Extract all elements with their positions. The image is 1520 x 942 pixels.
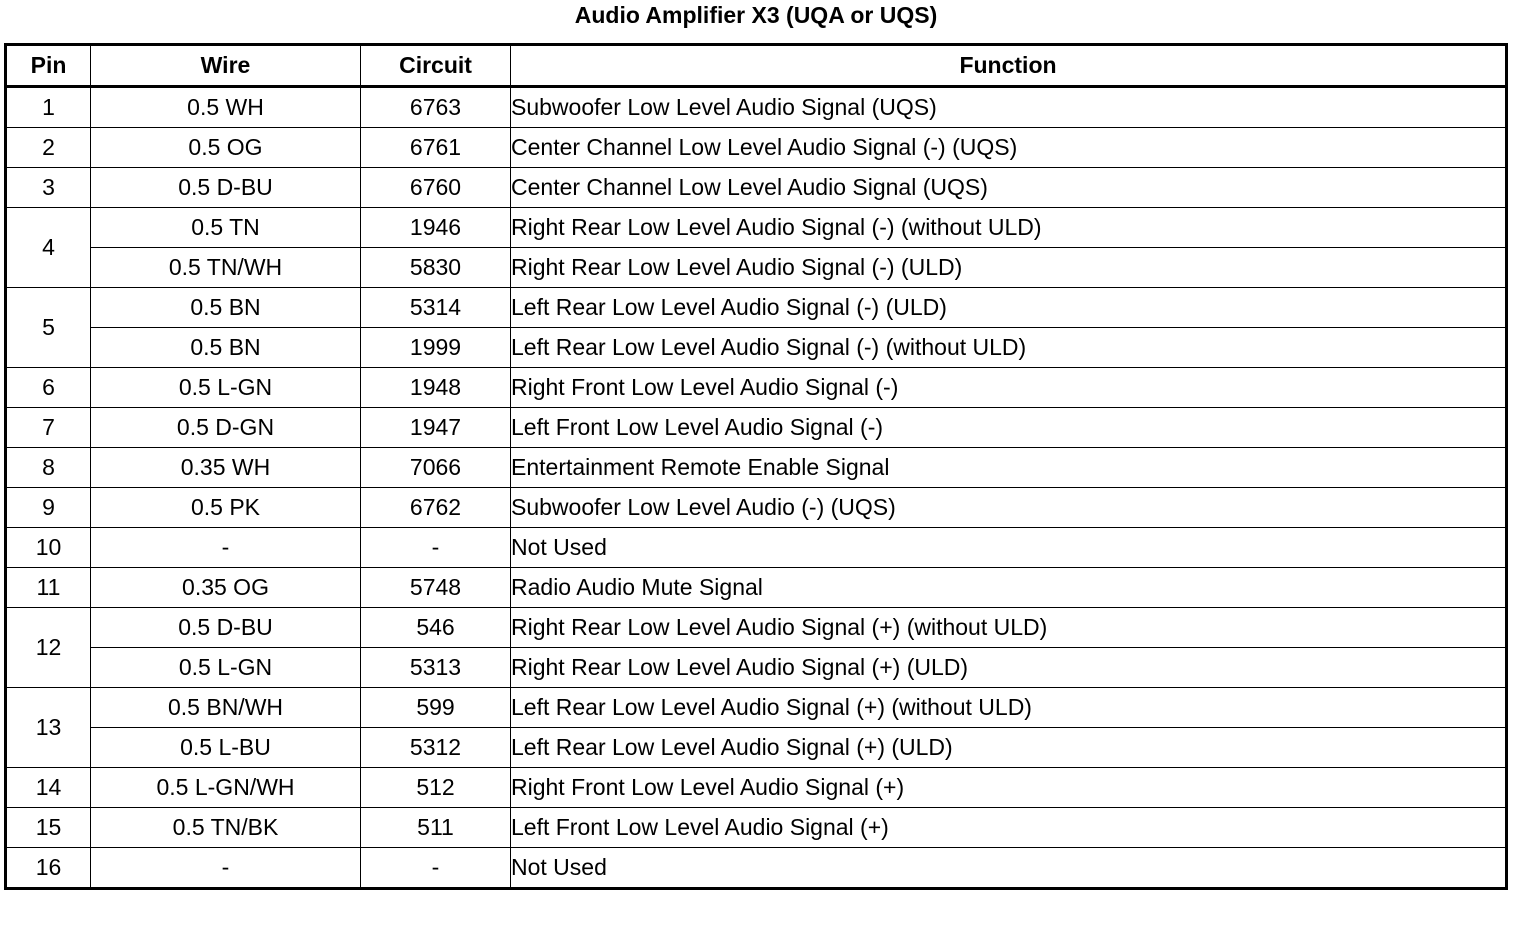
table-row — [6, 608, 1507, 648]
circuit-cell: 5313 — [361, 648, 511, 688]
header-row — [6, 45, 1507, 87]
table-row — [6, 208, 1507, 248]
table-row — [6, 568, 1507, 608]
table-row — [6, 408, 1507, 448]
pin-cell: 13 — [6, 688, 91, 768]
circuit-cell: - — [361, 528, 511, 568]
circuit-cell: 5748 — [361, 568, 511, 608]
wire-cell: 0.5 BN — [91, 288, 361, 328]
function-cell: Radio Audio Mute Signal — [511, 568, 1507, 608]
pin-cell: 1 — [6, 87, 91, 128]
table-title: Audio Amplifier X3 (UQA or UQS) — [574, 2, 938, 28]
circuit-cell: 5830 — [361, 248, 511, 288]
pin-cell: 2 — [6, 128, 91, 168]
wire-cell: 0.5 D-BU — [91, 168, 361, 208]
wire-cell: 0.5 D-GN — [91, 408, 361, 448]
pin-cell: 10 — [6, 528, 91, 568]
pin-cell: 12 — [6, 608, 91, 688]
wire-cell: 0.35 OG — [91, 568, 361, 608]
table-row — [6, 87, 1507, 128]
table-row — [6, 688, 1507, 728]
function-cell: Left Front Low Level Audio Signal (+) — [511, 808, 1507, 848]
wire-cell: 0.5 L-GN/WH — [91, 768, 361, 808]
circuit-cell: 1946 — [361, 208, 511, 248]
table-row — [6, 648, 1507, 688]
wire-cell: 0.35 WH — [91, 448, 361, 488]
pin-cell: 11 — [6, 568, 91, 608]
wire-cell: 0.5 L-BU — [91, 728, 361, 768]
circuit-cell: 546 — [361, 608, 511, 648]
pinout-body — [6, 87, 1507, 889]
function-cell: Entertainment Remote Enable Signal — [511, 448, 1507, 488]
function-cell: Subwoofer Low Level Audio (-) (UQS) — [511, 488, 1507, 528]
pin-cell: 8 — [6, 448, 91, 488]
wire-cell: 0.5 BN/WH — [91, 688, 361, 728]
table-row — [6, 168, 1507, 208]
circuit-cell: 511 — [361, 808, 511, 848]
table-row — [6, 248, 1507, 288]
wire-cell: 0.5 BN — [91, 328, 361, 368]
circuit-cell: 1947 — [361, 408, 511, 448]
function-cell: Right Front Low Level Audio Signal (+) — [511, 768, 1507, 808]
table-row — [6, 808, 1507, 848]
wire-cell: 0.5 TN/WH — [91, 248, 361, 288]
wire-cell: 0.5 D-BU — [91, 608, 361, 648]
circuit-cell: 512 — [361, 768, 511, 808]
function-cell: Left Rear Low Level Audio Signal (+) (ULD) — [511, 728, 1507, 768]
function-cell: Center Channel Low Level Audio Signal (UQS) — [511, 168, 1507, 208]
table-row — [6, 368, 1507, 408]
header-circuit: Circuit — [361, 45, 511, 87]
function-cell: Right Rear Low Level Audio Signal (-) (ULD) — [511, 248, 1507, 288]
table-row — [6, 288, 1507, 328]
wire-cell: 0.5 PK — [91, 488, 361, 528]
circuit-cell: 7066 — [361, 448, 511, 488]
function-cell: Left Rear Low Level Audio Signal (-) (ULD) — [511, 288, 1507, 328]
circuit-cell: 5314 — [361, 288, 511, 328]
header-wire: Wire — [91, 45, 361, 87]
function-cell: Left Rear Low Level Audio Signal (-) (without ULD) — [511, 328, 1507, 368]
table-row — [6, 128, 1507, 168]
circuit-cell: 1948 — [361, 368, 511, 408]
table-row — [6, 448, 1507, 488]
circuit-cell: - — [361, 848, 511, 889]
circuit-cell: 6762 — [361, 488, 511, 528]
pin-cell: 6 — [6, 368, 91, 408]
table-row — [6, 328, 1507, 368]
wire-cell: 0.5 WH — [91, 87, 361, 128]
function-cell: Right Front Low Level Audio Signal (-) — [511, 368, 1507, 408]
table-row — [6, 728, 1507, 768]
wire-cell: - — [91, 528, 361, 568]
function-cell: Not Used — [511, 848, 1507, 889]
pin-cell: 5 — [6, 288, 91, 368]
pin-cell: 14 — [6, 768, 91, 808]
table-row — [6, 528, 1507, 568]
pin-cell: 15 — [6, 808, 91, 848]
function-cell: Not Used — [511, 528, 1507, 568]
table-row — [6, 768, 1507, 808]
pinout-table — [4, 43, 1508, 890]
circuit-cell: 1999 — [361, 328, 511, 368]
header-function: Function — [511, 45, 1507, 87]
table-row — [6, 848, 1507, 889]
wire-cell: 0.5 OG — [91, 128, 361, 168]
circuit-cell: 5312 — [361, 728, 511, 768]
function-cell: Right Rear Low Level Audio Signal (-) (without ULD) — [511, 208, 1507, 248]
circuit-cell: 599 — [361, 688, 511, 728]
wire-cell: - — [91, 848, 361, 889]
function-cell: Left Front Low Level Audio Signal (-) — [511, 408, 1507, 448]
wire-cell: 0.5 TN — [91, 208, 361, 248]
table-row — [6, 488, 1507, 528]
function-cell: Right Rear Low Level Audio Signal (+) (without ULD) — [511, 608, 1507, 648]
pin-cell: 16 — [6, 848, 91, 889]
circuit-cell: 6763 — [361, 87, 511, 128]
function-cell: Right Rear Low Level Audio Signal (+) (ULD) — [511, 648, 1507, 688]
circuit-cell: 6760 — [361, 168, 511, 208]
wire-cell: 0.5 L-GN — [91, 648, 361, 688]
circuit-cell: 6761 — [361, 128, 511, 168]
pin-cell: 7 — [6, 408, 91, 448]
wire-cell: 0.5 TN/BK — [91, 808, 361, 848]
pin-cell: 4 — [6, 208, 91, 288]
pin-cell: 9 — [6, 488, 91, 528]
wire-cell: 0.5 L-GN — [91, 368, 361, 408]
header-pin: Pin — [6, 45, 91, 87]
function-cell: Center Channel Low Level Audio Signal (-) (UQS) — [511, 128, 1507, 168]
pin-cell: 3 — [6, 168, 91, 208]
function-cell: Left Rear Low Level Audio Signal (+) (without ULD) — [511, 688, 1507, 728]
function-cell: Subwoofer Low Level Audio Signal (UQS) — [511, 87, 1507, 128]
